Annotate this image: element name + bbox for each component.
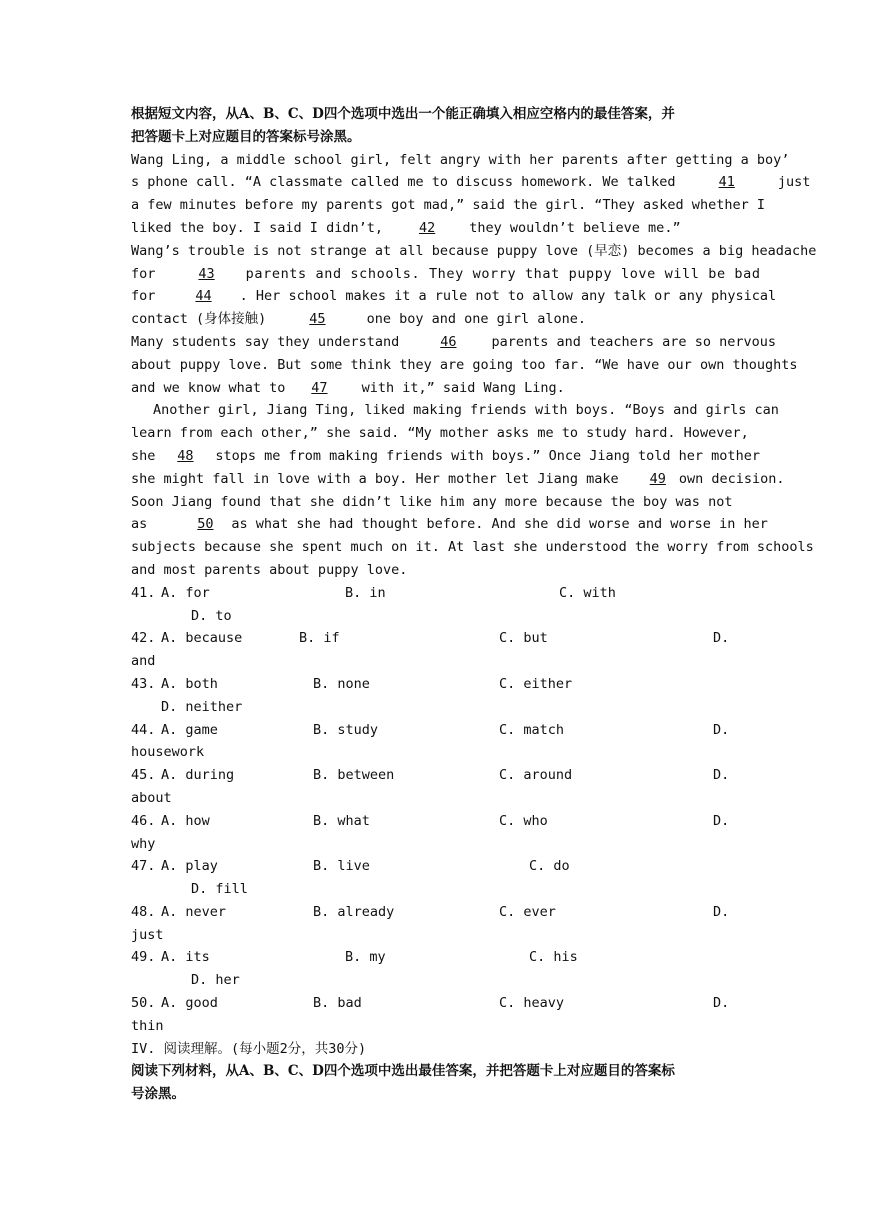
option-a: A. never (161, 903, 227, 920)
passage-line: Soon Jiang found that she didn’t like him any more because the boy was not (131, 493, 733, 510)
option-d-continuation: why (131, 835, 156, 852)
question-number: 47. (131, 858, 156, 875)
option-c: C. match (499, 721, 565, 738)
instruction-line-1: 根据短文内容，从A、B、C、D四个选项中选出一个能正确填入相应空格内的最佳答案，并 (131, 106, 675, 122)
passage-line: Wang Ling, a middle school girl, felt angry with her parents after getting a boy’ (131, 151, 790, 168)
passage-line: for 43 parents and schools. They worry that puppy love will be bad (131, 263, 739, 286)
option-a: A. for (161, 584, 210, 601)
option-d-continuation: thin (131, 1017, 164, 1034)
question-number: 44. (131, 721, 156, 738)
passage-line: about puppy love. But some think they are going too far. “We have our own thoughts (131, 356, 798, 373)
option-c: C. either (499, 675, 573, 692)
question-row (131, 719, 739, 742)
option-c: C. with (559, 584, 616, 601)
option-c: C. ever (499, 903, 556, 920)
question-number: 48. (131, 903, 156, 920)
blank-50: 50 (197, 516, 214, 533)
option-a: A. game (161, 721, 218, 738)
option-d: D. (713, 903, 730, 920)
question-row (131, 627, 739, 650)
passage-line: liked the boy. I said I didn’t, 42 they wouldn’t believe me.” (131, 217, 739, 240)
option-b: B. none (313, 675, 370, 692)
blank-45: 45 (309, 311, 326, 328)
option-d: D. to (191, 607, 232, 624)
option-a: A. its (161, 949, 210, 966)
option-d: D. fill (191, 881, 248, 898)
question-number: 43. (131, 675, 156, 692)
option-c: C. who (499, 812, 548, 829)
question-row (131, 810, 739, 833)
passage-line: for 44 . Her school makes it a rule not to allow any talk or any physical (131, 285, 739, 308)
option-d-continuation: about (131, 789, 172, 806)
option-c: C. but (499, 630, 548, 647)
option-d: D. (713, 630, 730, 647)
passage-line: Another girl, Jiang Ting, liked making friends with boys. “Boys and girls can (153, 402, 779, 419)
blank-46: 46 (440, 333, 457, 350)
passage-line: Wang’s trouble is not strange at all because puppy love (早恋) becomes a big headache (131, 242, 817, 259)
option-a: A. both (161, 675, 218, 692)
option-d: D. (713, 767, 730, 784)
option-d-continuation: and (131, 653, 156, 670)
option-b: B. live (313, 858, 370, 875)
blank-49: 49 (649, 470, 666, 487)
question-number: 42. (131, 630, 156, 647)
passage-line: contact (身体接触) 45 one boy and one girl alone. (131, 308, 739, 331)
option-b: B. in (345, 584, 386, 601)
option-c: C. his (529, 949, 578, 966)
question-row (131, 582, 739, 605)
blank-42: 42 (418, 219, 436, 236)
passage-line: she might fall in love with a boy. Her mother let Jiang make 49 own decision. (131, 468, 739, 491)
question-row (131, 992, 739, 1015)
question-number: 49. (131, 949, 156, 966)
instruction-line-2: 把答题卡上对应题目的答案标号涂黑。 (131, 128, 361, 145)
blank-41: 41 (718, 174, 735, 191)
document-page (131, 103, 817, 1106)
question-number: 46. (131, 812, 156, 829)
instruction-line-4: 号涂黑。 (131, 1086, 185, 1103)
option-b: B. bad (313, 995, 362, 1012)
option-b: B. if (299, 630, 340, 647)
question-list (131, 582, 739, 1038)
option-d: D. (713, 812, 730, 829)
blank-48: 48 (177, 447, 194, 464)
option-d: D. her (191, 972, 240, 989)
question-number: 41. (131, 584, 156, 601)
passage-line: as 50 as what she had thought before. And she did worse and worse in her (131, 513, 739, 536)
question-row (131, 901, 739, 924)
option-d: D. (713, 995, 730, 1012)
option-b: B. already (313, 903, 395, 920)
option-a: A. how (161, 812, 210, 829)
option-b: B. my (345, 949, 386, 966)
instruction-line-3: 阅读下列材料，从A、B、C、D四个选项中选出最佳答案，并把答题卡上对应题目的答案标 (131, 1063, 675, 1080)
option-d: D. neither (161, 698, 243, 715)
passage-line: and we know what to 47 with it,” said Wang Ling. (131, 377, 739, 400)
passage-line: learn from each other,” she said. “My mother asks me to study hard. However, (131, 425, 749, 442)
option-a: A. during (161, 767, 235, 784)
question-row (131, 764, 739, 787)
passage-line: subjects because she spent much on it. At last she understood the worry from schools (131, 539, 814, 556)
option-b: B. between (313, 767, 395, 784)
passage-line: a few minutes before my parents got mad,” said the girl. “They asked whether I (131, 197, 765, 214)
blank-44: 44 (195, 288, 212, 305)
option-b: B. what (313, 812, 370, 829)
option-a: A. play (161, 858, 218, 875)
question-row (131, 946, 739, 969)
option-d-continuation: housework (131, 744, 205, 761)
passage-line: and most parents about puppy love. (131, 561, 408, 578)
option-c: C. do (529, 858, 570, 875)
passage-line: she 48 stops me from making friends with boys.” Once Jiang told her mother (131, 445, 739, 468)
option-d-continuation: just (131, 926, 164, 943)
option-c: C. around (499, 767, 573, 784)
section-title: IV. 阅读理解。(每小题2分，共30分) (131, 1040, 367, 1057)
option-a: A. good (161, 995, 218, 1012)
option-c: C. heavy (499, 995, 565, 1012)
question-row (131, 673, 739, 696)
option-d: D. (713, 721, 730, 738)
blank-43: 43 (198, 265, 215, 282)
question-number: 50. (131, 995, 156, 1012)
blank-47: 47 (311, 379, 328, 396)
passage-line: Many students say they understand 46 parents and teachers are so nervous (131, 331, 739, 354)
question-row (131, 855, 739, 878)
question-number: 45. (131, 767, 156, 784)
passage-line: s phone call. “A classmate called me to discuss homework. We talked 41 just (131, 171, 739, 194)
option-a: A. because (161, 630, 243, 647)
option-b: B. study (313, 721, 379, 738)
